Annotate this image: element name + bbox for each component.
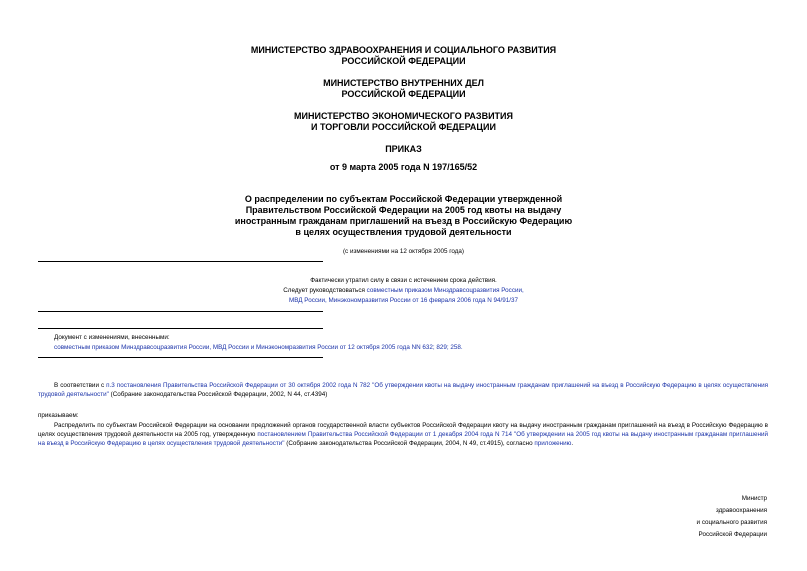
ministry-health-line1: МИНИСТЕРСТВО ЗДРАВООХРАНЕНИЯ И СОЦИАЛЬНОГО РАЗВИТИЯ: [250, 45, 557, 55]
ministry-interior-line1: МИНИСТЕРСТВО ВНУТРЕННИХ ДЕЛ: [323, 78, 484, 88]
preamble-paragraph: В соответствии с п.3 постановления Правительства Российской Федерации от 30 октября 2002 года N 782 "Об утверждении квоты на выдачу иностранным гражданам приглашений на въезд в Российскую Федерацию в целях осуществления трудовой деятельности" (Собрание законодательства Российской Федерации, 2002, N 44, ст.4394): [38, 382, 769, 399]
successor-order-link[interactable]: совместным приказом Минздравсоцразвития России,: [366, 287, 524, 294]
title-line-1: О распределении по субъектам Российской Федерации утвержденной: [244, 194, 563, 204]
document-date: от 9 марта 2005 года N 197/165/52: [329, 162, 478, 172]
order-word: приказываем:: [38, 412, 79, 419]
signature-line-1: Министр: [741, 495, 767, 502]
government-decree-714-link[interactable]: постановлением Правительства Российской Федерации от 1 декабря 2004 года N 714 "Об утверждении на 2005 год квоты на выдачу иностранным гражданам приглашений на въезд в Российскую Федерацию в целях осуществления трудовой деятельности": [38, 431, 768, 448]
government-decree-782-link[interactable]: п.3 постановления Правительства Российской Федерации от 30 октября 2002 года N 782 "Об утверждении квоты на выдачу иностранным гражданам приглашений на въезд в Российскую Федерацию в целях осуществления трудовой деятельности": [38, 382, 769, 399]
successor-order-link-cont[interactable]: МВД России, Минэкономразвития России от 16 февраля 2006 года N 94/91/37: [288, 297, 519, 304]
amendment-note: (с изменениями на 12 октября 2005 года): [342, 248, 465, 255]
divider: [38, 357, 323, 358]
signature-line-2: здравоохранения: [715, 507, 767, 514]
changes-link[interactable]: совместным приказом Минздравсоцразвития России, МВД России и Минэкономразвития России от 12 октября 2005 года NN 632; 829; 258.: [54, 344, 463, 351]
title-line-3: иностранным гражданам приглашений на въезд в Российскую Федерацию: [234, 216, 573, 226]
body-paragraph: Распределить по субъектам Российской Федерации на основании предложений органов государственной власти субъектов Российской Федерации квоту на выдачу иностранным гражданам приглашений на въезд в Российскую Федерацию в целях осуществления трудовой деятельности на 2005 год, утвержденную постановлением Правительства Российской Федерации от 1 декабря 2004 года N 714 "Об утверждении на 2005 год квоты на выдачу иностранным гражданам приглашений на въезд в Российскую Федерацию в целях осуществления трудовой деятельности" (Собрание законодательства Российской Федерации, 2004, N 49, ст.4915), согласно приложению.: [38, 422, 768, 448]
divider: [38, 311, 323, 312]
document-type: ПРИКАЗ: [385, 144, 422, 154]
divider: [38, 328, 323, 329]
ministry-economy-line1: МИНИСТЕРСТВО ЭКОНОМИЧЕСКОГО РАЗВИТИЯ: [294, 111, 513, 121]
title-line-4: в целях осуществления трудовой деятельности: [295, 227, 512, 237]
ministry-interior-line2: РОССИЙСКОЙ ФЕДЕРАЦИИ: [341, 89, 466, 99]
changes-label: Документ с изменениями, внесенными:: [54, 334, 170, 341]
status-line-1: Фактически утратил силу в связи с истечением срока действия.: [310, 277, 497, 284]
ministry-health-line2: РОССИЙСКОЙ ФЕДЕРАЦИИ: [341, 56, 466, 66]
appendix-link[interactable]: приложению: [534, 440, 572, 448]
title-line-2: Правительством Российской Федерации на 2005 год квоты на выдачу: [245, 205, 562, 215]
ministry-economy-line2: И ТОРГОВЛИ РОССИЙСКОЙ ФЕДЕРАЦИИ: [311, 122, 496, 132]
signature-line-4: Российской Федерации: [698, 531, 767, 538]
status-line-3: [0, 296, 807, 305]
divider: [38, 261, 323, 262]
status-line-2: Следует руководствоваться совместным приказом Минздравсоцразвития России,: [283, 287, 524, 294]
signature-line-3: и социального развития: [696, 519, 767, 526]
